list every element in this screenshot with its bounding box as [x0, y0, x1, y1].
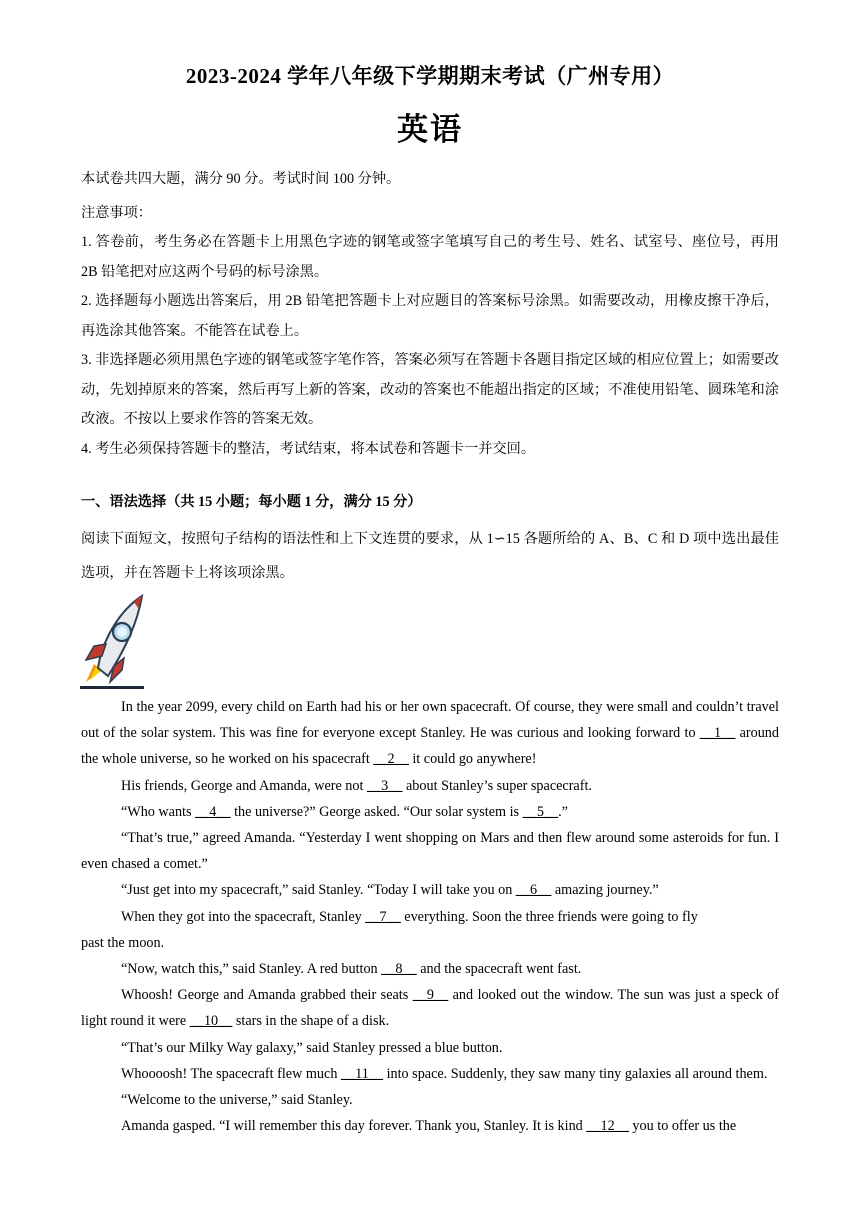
blank-7: __7__: [365, 908, 401, 925]
passage-paragraph: [81, 773, 779, 799]
note-item: 3. 非选择题必须用黑色字迹的钢笔或签字笔作答，答案必须写在答题卡各题目指定区域的相应位置上；如需要改动，先划掉原来的答案，然后再写上新的答案，改动的答案也不能超出指定的区域；不准使用铅笔、圆珠笔和涂改液。不按以上要求作答的答案无效。: [81, 352, 779, 427]
note-item: 1. 答卷前，考生务必在答题卡上用黑色字迹的钢笔或签字笔填写自己的考生号、姓名、试室号、座位号，再用 2B 铅笔把对应这两个号码的标号涂黑。: [81, 234, 779, 280]
blank-2: __2__: [373, 751, 409, 768]
passage-paragraph: [81, 1087, 779, 1113]
passage-text: past the moon.: [81, 934, 165, 951]
note-item: 2. 选择题每小题选出答案后，用 2B 铅笔把答题卡上对应题目的答案标号涂黑。如需要改动，用橡皮擦干净后，再选涂其他答案。不能答在试卷上。: [81, 293, 779, 339]
blank-4: __4__: [195, 803, 231, 820]
section-heading: 一、语法选择（共 15 小题；每小题 1 分，满分 15 分）: [81, 494, 422, 510]
passage-paragraph: [81, 1035, 779, 1061]
passage-paragraph: [81, 956, 779, 982]
blank-10: __10__: [189, 1013, 233, 1030]
notes-heading: 注意事项：: [81, 205, 152, 221]
passage-paragraph: [81, 930, 779, 956]
blank-3: __3__: [366, 777, 403, 794]
exam-intro: 本试卷共四大题，满分 90 分。考试时间 100 分钟。: [81, 171, 401, 187]
subject-title: 英语: [397, 112, 463, 147]
exam-title: 2023-2024 学年八年级下学期期末考试（广州专用）: [185, 64, 675, 88]
passage-paragraph: [81, 904, 779, 930]
rocket-icon: [80, 590, 147, 690]
passage-text: you to offer us the: [628, 1118, 737, 1135]
passage-paragraph: [81, 877, 779, 903]
passage-text: about Stanley’s super spacecraft.: [402, 777, 592, 794]
blank-11: __11__: [340, 1065, 384, 1082]
passage-paragraph: [81, 825, 779, 877]
passage-paragraph: [81, 694, 779, 773]
blank-8: __8__: [381, 961, 417, 978]
passage-text: around the whole universe, so he worked on his spacecraft: [81, 725, 779, 768]
passage-text: When they got into the spacecraft, Stanley: [121, 908, 366, 925]
note-item: 4. 考生必须保持答题卡的整洁，考试结束，将本试卷和答题卡一并交回。: [81, 440, 536, 457]
section-instruction: 阅读下面短文，按照句子结构的语法性和上下文连贯的要求，从 1∽15 各题所给的 A、B、C 和 D 项中选出最佳选项，并在答题卡上将该项涂黑。: [81, 531, 779, 581]
passage-text: and the spacecraft went fast.: [416, 961, 582, 978]
passage-text: Amanda gasped. “I will remember this day forever. Thank you, Stanley. It is kind: [121, 1118, 587, 1135]
passage-text: “That’s our Milky Way galaxy,” said Stanley pressed a blue button.: [121, 1039, 503, 1056]
passage-text: it could go anywhere!: [408, 751, 537, 768]
passage-text: the universe?” George asked. “Our solar system is: [230, 803, 523, 820]
passage-paragraph: [81, 1113, 779, 1139]
passage-text: everything. Soon the three friends were going to fly: [400, 908, 698, 925]
blank-5: __5__: [522, 803, 559, 820]
passage-paragraph: [81, 982, 779, 1034]
passage-text: Whoosh! George and Amanda grabbed their seats: [121, 987, 413, 1004]
blank-1: __1__: [699, 725, 736, 742]
passage-text: His friends, George and Amanda, were not: [121, 777, 367, 794]
passage-text: “Who wants: [121, 803, 196, 820]
passage-paragraph: [81, 799, 779, 825]
reading-passage: [81, 694, 779, 1139]
passage-text: “That’s true,” agreed Amanda. “Yesterday I went shopping on Mars and then flew around some asteroids for fun. I even chased a comet.”: [81, 830, 779, 873]
passage-text: amazing journey.”: [551, 882, 659, 899]
blank-12: __12__: [586, 1118, 629, 1135]
passage-text: In the year 2099, every child on Earth had his or her own spacecraft. Of course, they were small and couldn’t travel out of the solar system. This was fine for everyone except Stanley. He was curious and looking forward to: [81, 699, 779, 742]
passage-paragraph: [81, 1061, 779, 1087]
passage-text: into space. Suddenly, they saw many tiny galaxies all around them.: [383, 1065, 768, 1082]
passage-text: .”: [558, 803, 568, 820]
passage-text: Whoooosh! The spacecraft flew much: [121, 1065, 341, 1082]
blank-6: __6__: [515, 882, 552, 899]
blank-9: __9__: [412, 987, 449, 1004]
notes-list: [81, 228, 779, 464]
passage-text: stars in the shape of a disk.: [232, 1013, 390, 1030]
passage-text: “Now, watch this,” said Stanley. A red button: [121, 961, 382, 978]
passage-text: “Welcome to the universe,” said Stanley.: [121, 1092, 353, 1109]
passage-text: and looked out the window. The sun was just a speck of light round it were: [81, 987, 780, 1030]
passage-text: “Just get into my spacecraft,” said Stanley. “Today I will take you on: [121, 882, 516, 899]
